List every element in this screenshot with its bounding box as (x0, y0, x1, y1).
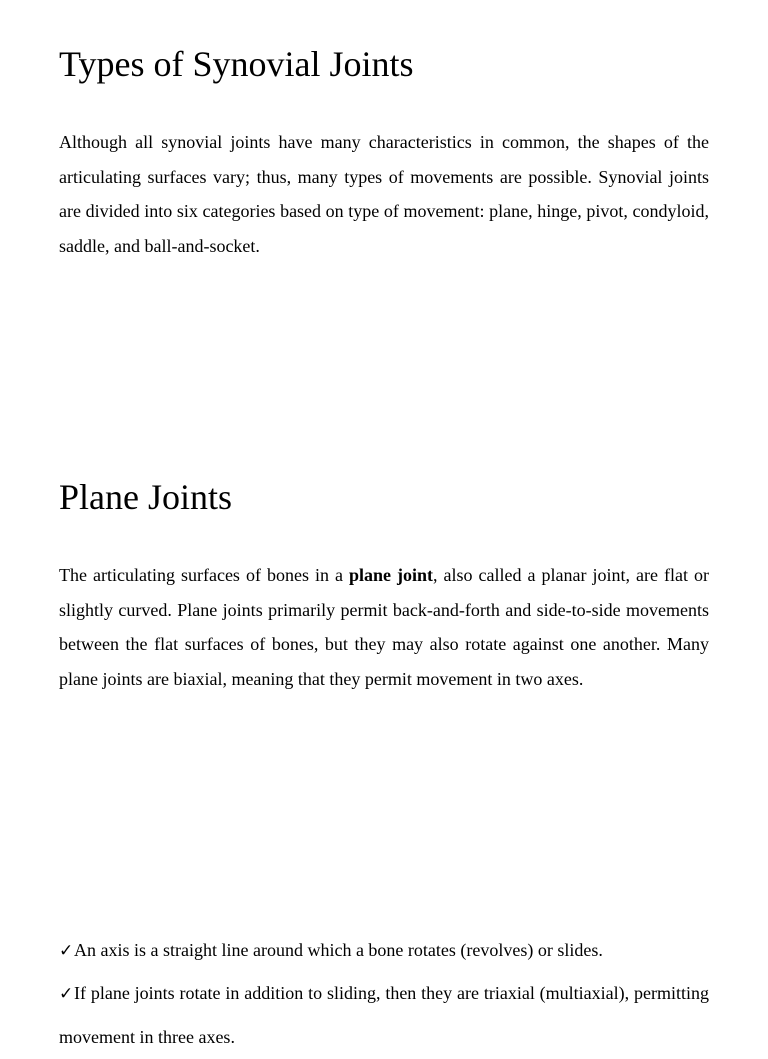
checkmark-icon: ✓ (59, 941, 74, 961)
section-heading-plane-joints: Plane Joints (59, 477, 233, 517)
section-heading-types-of-synovial-joints: Types of Synovial Joints (59, 44, 414, 84)
bullet-item-axis (59, 929, 709, 973)
bullet-text: An axis is a straight line around which a bone rotates (revolves) or slides. (74, 940, 603, 960)
bullet-item-triaxial (59, 972, 709, 1059)
plane-joint-term: plane joint (348, 565, 434, 585)
intro-paragraph: Although all synovial joints have many characteristics in common, the shapes of the articulating surfaces vary; thus, many types of movements are possible. Synovial joints are divided into six categories based on type of movement: plane, hinge, pivot, condyloid, saddle, and ball-and-socket. (59, 132, 709, 256)
bullet-text: If plane joints rotate in addition to sliding, then they are triaxial (multiaxial), permitting movement in three axes. (59, 983, 709, 1047)
checkmark-icon: ✓ (59, 984, 74, 1004)
plane-joints-paragraph-start: The articulating surfaces of bones in a (59, 565, 349, 585)
plane-joints-paragraph (59, 558, 709, 696)
plane-joints-paragraph-rest: , also called a planar joint, are flat or slightly curved. Plane joints primarily permit back-and-forth and side-to-side movements between the flat surfaces of bones, but they may also rotate against one another. Many plane joints are biaxial, meaning that they permit movement in two axes. (59, 565, 709, 689)
